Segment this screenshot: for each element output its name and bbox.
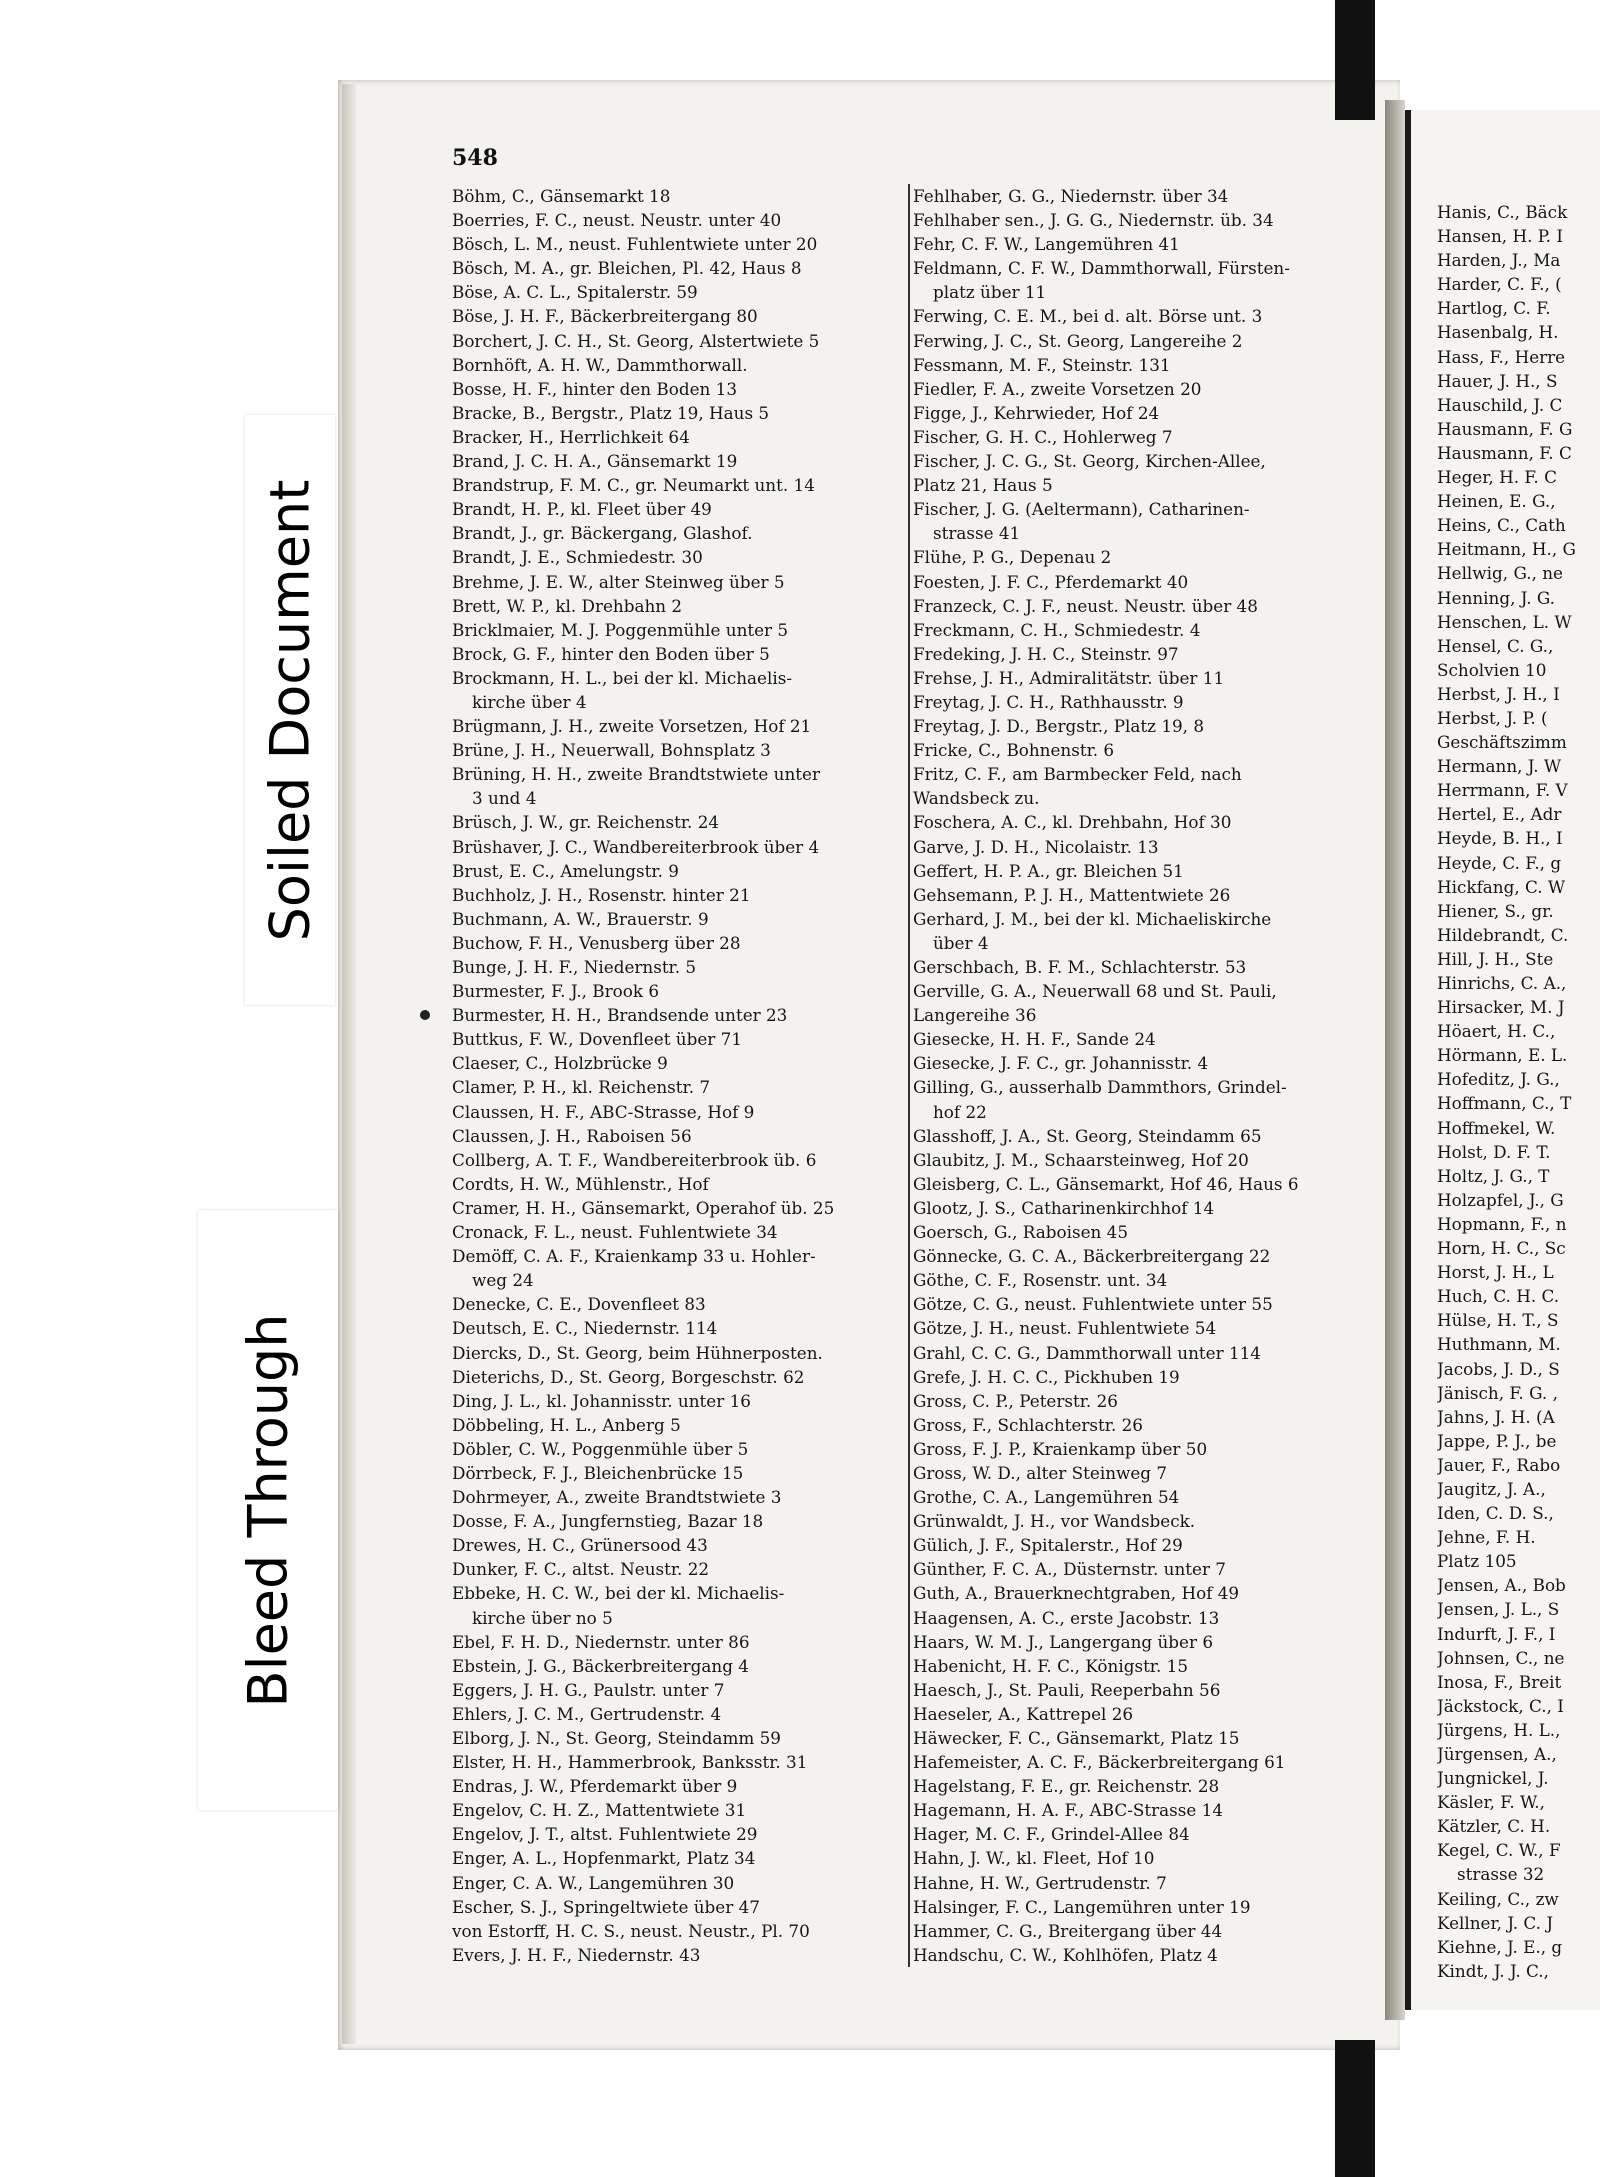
directory-entry: Brand, J. C. H. A., Gänsemarkt 19 bbox=[452, 451, 738, 472]
directory-entry: Dörrbeck, F. J., Bleichenbrücke 15 bbox=[452, 1462, 744, 1483]
directory-entry: Brockmann, H. L., bei der kl. Michaelis- bbox=[452, 667, 792, 688]
directory-entry: Grothe, C. A., Langemühren 54 bbox=[913, 1487, 1180, 1508]
directory-entry: Brandt, J., gr. Bäckergang, Glashof. bbox=[452, 523, 753, 544]
directory-entry: Hahn, J. W., kl. Fleet, Hof 10 bbox=[913, 1848, 1155, 1869]
directory-entry: kirche über 4 bbox=[472, 691, 587, 712]
directory-entry: Hildebrandt, C. bbox=[1437, 924, 1569, 945]
directory-entry: Jungnickel, J. bbox=[1437, 1768, 1549, 1789]
directory-entry: Figge, J., Kehrwieder, Hof 24 bbox=[913, 402, 1160, 423]
directory-entry: Habenicht, H. F. C., Königstr. 15 bbox=[913, 1655, 1189, 1676]
directory-entry: Hammer, C. G., Breitergang über 44 bbox=[913, 1920, 1223, 1941]
directory-entry: Huch, C. H. C. bbox=[1437, 1286, 1560, 1307]
directory-entry: Horst, J. H., L bbox=[1437, 1262, 1554, 1283]
directory-entry: Clamer, P. H., kl. Reichenstr. 7 bbox=[452, 1077, 711, 1098]
directory-entry: Huthmann, M. bbox=[1437, 1334, 1561, 1355]
directory-entry: Käsler, F. W., bbox=[1437, 1792, 1545, 1813]
directory-entry: Brandt, H. P., kl. Fleet über 49 bbox=[452, 499, 712, 520]
directory-entry: Hagelstang, F. E., gr. Reichenstr. 28 bbox=[913, 1776, 1220, 1797]
directory-entry: Heyde, B. H., I bbox=[1437, 828, 1563, 849]
directory-entry: Glootz, J. S., Catharinenkirchhof 14 bbox=[913, 1197, 1215, 1218]
directory-entry: Brügmann, J. H., zweite Vorsetzen, Hof 21 bbox=[452, 716, 812, 737]
directory-entry: Harder, C. F., ( bbox=[1437, 274, 1562, 295]
directory-entry: Scholvien 10 bbox=[1437, 659, 1547, 680]
directory-entry: Claussen, J. H., Raboisen 56 bbox=[452, 1125, 692, 1146]
directory-entry: Frehse, J. H., Admiralitätstr. über 11 bbox=[913, 667, 1225, 688]
directory-entry: Ebbeke, H. C. W., bei der kl. Michaelis- bbox=[452, 1583, 785, 1604]
directory-entry: Gerhard, J. M., bei der kl. Michaeliskirche bbox=[913, 908, 1272, 929]
directory-entry: Hagemann, H. A. F., ABC-Strasse 14 bbox=[913, 1800, 1224, 1821]
directory-entry: Herrmann, F. V bbox=[1437, 780, 1568, 801]
directory-entry: Buchmann, A. W., Brauerstr. 9 bbox=[452, 908, 709, 929]
directory-entry: Brock, G. F., hinter den Boden über 5 bbox=[452, 643, 770, 664]
directory-entry: Platz 21, Haus 5 bbox=[913, 475, 1053, 496]
directory-entry: Hafemeister, A. C. F., Bäckerbreitergang 61 bbox=[913, 1752, 1286, 1773]
directory-entry: hof 22 bbox=[933, 1101, 987, 1122]
directory-entry: Buchholz, J. H., Rosenstr. hinter 21 bbox=[452, 884, 751, 905]
directory-entry: Holzapfel, J., G bbox=[1437, 1189, 1564, 1210]
directory-entry: strasse 32 bbox=[1457, 1864, 1545, 1885]
directory-entry: Götze, J. H., neust. Fuhlentwiete 54 bbox=[913, 1318, 1217, 1339]
directory-entry: Halsinger, F. C., Langemühren unter 19 bbox=[913, 1896, 1251, 1917]
directory-entry: Heyde, C. F., g bbox=[1437, 852, 1562, 873]
directory-entry: Cordts, H. W., Mühlenstr., Hof bbox=[452, 1173, 709, 1194]
directory-entry: Platz 105 bbox=[1437, 1551, 1517, 1572]
directory-entry: kirche über no 5 bbox=[472, 1607, 613, 1628]
scan-border-top bbox=[1335, 0, 1375, 120]
directory-entry: Gross, W. D., alter Steinweg 7 bbox=[913, 1462, 1168, 1483]
directory-entry: Böhm, C., Gänsemarkt 18 bbox=[452, 186, 671, 206]
soiled-document-text: Soiled Document bbox=[258, 479, 322, 941]
directory-entry: Fessmann, M. F., Steinstr. 131 bbox=[913, 354, 1171, 375]
directory-entry: Boerries, F. C., neust. Neustr. unter 40 bbox=[452, 210, 782, 231]
directory-entry: Handschu, C. W., Kohlhöfen, Platz 4 bbox=[913, 1944, 1218, 1965]
directory-entry: Jahns, J. H. (A bbox=[1437, 1406, 1555, 1427]
directory-entry: Brüne, J. H., Neuerwall, Bohnsplatz 3 bbox=[452, 740, 771, 761]
directory-entry: Grefe, J. H. C. C., Pickhuben 19 bbox=[913, 1366, 1180, 1387]
directory-entry: Hiener, S., gr. bbox=[1437, 900, 1554, 921]
directory-entry: Kätzler, C. H. bbox=[1437, 1816, 1551, 1837]
directory-entry: Hartlog, C. F. bbox=[1437, 298, 1551, 319]
directory-entry: Gerschbach, B. F. M., Schlachterstr. 53 bbox=[913, 957, 1247, 977]
directory-entry: Fehlhaber, G. G., Niedernstr. über 34 bbox=[913, 186, 1229, 206]
directory-entry: strasse 41 bbox=[933, 523, 1021, 544]
directory-entry: Endras, J. W., Pferdemarkt über 9 bbox=[452, 1776, 738, 1797]
book-gutter bbox=[1385, 100, 1405, 2020]
directory-entry: Drewes, H. C., Grünersood 43 bbox=[452, 1535, 708, 1556]
directory-entry: Hirsacker, M. J bbox=[1437, 997, 1565, 1018]
directory-entry: Gleisberg, C. L., Gänsemarkt, Hof 46, Haus 6 bbox=[913, 1173, 1299, 1194]
directory-entry: Geschäftszimm bbox=[1437, 732, 1567, 753]
directory-entry: Göthe, C. F., Rosenstr. unt. 34 bbox=[913, 1270, 1168, 1291]
directory-entry: Dieterichs, D., St. Georg, Borgeschstr. 62 bbox=[452, 1366, 805, 1387]
directory-entry: Fehlhaber sen., J. G. G., Niedernstr. üb. 34 bbox=[913, 210, 1274, 231]
page-number: 548 bbox=[452, 145, 498, 171]
directory-entry: Fredeking, J. H. C., Steinstr. 97 bbox=[913, 643, 1179, 664]
directory-entry: Claeser, C., Holzbrücke 9 bbox=[452, 1053, 668, 1074]
directory-entry: Brehme, J. E. W., alter Steinweg über 5 bbox=[452, 571, 785, 592]
directory-entry: Horn, H. C., Sc bbox=[1437, 1238, 1566, 1259]
ink-smudge bbox=[420, 1010, 430, 1020]
directory-entry: Brandstrup, F. M. C., gr. Neumarkt unt. 14 bbox=[452, 475, 815, 496]
directory-entry: Bracke, B., Bergstr., Platz 19, Haus 5 bbox=[452, 402, 770, 423]
directory-entry: Elster, H. H., Hammerbrook, Banksstr. 31 bbox=[452, 1752, 808, 1773]
directory-entry: Denecke, C. E., Dovenfleet 83 bbox=[452, 1294, 706, 1315]
directory-entry: Heins, C., Cath bbox=[1437, 515, 1566, 536]
directory-entry: Elborg, J. N., St. Georg, Steindamm 59 bbox=[452, 1728, 781, 1748]
directory-entry: Giesecke, J. F. C., gr. Johannisstr. 4 bbox=[913, 1053, 1209, 1074]
directory-entry: Hensel, C. G., bbox=[1437, 635, 1554, 656]
directory-entry: Buchow, F. H., Venusberg über 28 bbox=[452, 932, 741, 953]
directory-entry: Holtz, J. G., T bbox=[1437, 1165, 1550, 1186]
directory-entry: Jaugitz, J. A., bbox=[1437, 1478, 1546, 1499]
directory-entry: Ebstein, J. G., Bäckerbreitergang 4 bbox=[452, 1655, 749, 1676]
directory-entry: Fischer, G. H. C., Hohlerweg 7 bbox=[913, 426, 1173, 447]
directory-entry: Garve, J. D. H., Nicolaistr. 13 bbox=[913, 836, 1159, 857]
page-edge-shadow bbox=[342, 84, 356, 2044]
directory-entry: Cronack, F. L., neust. Fuhlentwiete 34 bbox=[452, 1222, 778, 1243]
directory-entry: Bricklmaier, M. J. Poggenmühle unter 5 bbox=[452, 619, 789, 640]
directory-entry: Bornhöft, A. H. W., Dammthorwall. bbox=[452, 354, 748, 375]
directory-entry: Häwecker, F. C., Gänsemarkt, Platz 15 bbox=[913, 1728, 1240, 1748]
directory-entry: Wandsbeck zu. bbox=[913, 788, 1040, 809]
directory-column-3 bbox=[1437, 200, 1600, 1983]
directory-entry: Hauschild, J. C bbox=[1437, 394, 1563, 415]
directory-entry: Böse, J. H. F., Bäckerbreitergang 80 bbox=[452, 306, 758, 327]
directory-entry: Foesten, J. F. C., Pferdemarkt 40 bbox=[913, 571, 1189, 592]
directory-entry: Heitmann, H., G bbox=[1437, 539, 1576, 560]
directory-entry: Haeseler, A., Kattrepel 26 bbox=[913, 1703, 1134, 1724]
directory-entry: Gross, F., Schlachterstr. 26 bbox=[913, 1414, 1143, 1435]
directory-entry: Jürgens, H. L., bbox=[1437, 1719, 1561, 1740]
directory-entry: Hahne, H. W., Gertrudenstr. 7 bbox=[913, 1872, 1167, 1893]
directory-entry: Jensen, A., Bob bbox=[1437, 1575, 1566, 1596]
scan-border-bottom bbox=[1335, 2040, 1375, 2177]
directory-entry: Hermann, J. W bbox=[1437, 756, 1562, 777]
directory-entry: Haesch, J., St. Pauli, Reeperbahn 56 bbox=[913, 1679, 1221, 1700]
directory-entry: Guth, A., Brauerknechtgraben, Hof 49 bbox=[913, 1583, 1240, 1604]
directory-entry: Hellwig, G., ne bbox=[1437, 563, 1563, 584]
directory-entry: Kiehne, J. E., g bbox=[1437, 1936, 1563, 1957]
directory-entry: Haars, W. M. J., Langergang über 6 bbox=[913, 1631, 1214, 1652]
directory-entry: Böse, A. C. L., Spitalerstr. 59 bbox=[452, 282, 698, 303]
directory-entry: Ding, J. L., kl. Johannisstr. unter 16 bbox=[452, 1390, 751, 1411]
directory-entry: Bösch, M. A., gr. Bleichen, Pl. 42, Haus 8 bbox=[452, 258, 802, 279]
directory-entry: Gilling, G., ausserhalb Dammthors, Grindel- bbox=[913, 1077, 1287, 1098]
directory-entry: Gehsemann, P. J. H., Mattentwiete 26 bbox=[913, 884, 1231, 905]
directory-entry: Heger, H. F. C bbox=[1437, 467, 1557, 488]
directory-entry: Fiedler, F. A., zweite Vorsetzen 20 bbox=[913, 378, 1202, 399]
directory-entry: Hinrichs, C. A., bbox=[1437, 973, 1567, 993]
directory-entry: Brett, W. P., kl. Drehbahn 2 bbox=[452, 595, 683, 616]
soiled-document-label bbox=[245, 415, 335, 1005]
directory-entry: Hertel, E., Adr bbox=[1437, 804, 1562, 825]
directory-entry: Brust, E. C., Amelungstr. 9 bbox=[452, 860, 679, 881]
directory-entry: Bunge, J. H. F., Niedernstr. 5 bbox=[452, 957, 697, 977]
directory-entry: Freckmann, C. H., Schmiedestr. 4 bbox=[913, 619, 1201, 640]
directory-entry: über 4 bbox=[933, 932, 989, 953]
directory-entry: Burmester, F. J., Brook 6 bbox=[452, 981, 660, 1002]
directory-entry: Gülich, J. F., Spitalerstr., Hof 29 bbox=[913, 1535, 1183, 1556]
directory-entry: Hausmann, F. C bbox=[1437, 442, 1572, 463]
directory-entry: Hickfang, C. W bbox=[1437, 876, 1566, 897]
directory-entry: Freytag, J. C. H., Rathhausstr. 9 bbox=[913, 691, 1184, 712]
directory-entry: Ferwing, J. C., St. Georg, Langereihe 2 bbox=[913, 330, 1243, 351]
directory-entry: Hager, M. C. F., Grindel-Allee 84 bbox=[913, 1824, 1190, 1845]
directory-entry: Hasenbalg, H. bbox=[1437, 322, 1559, 343]
directory-entry: Jacobs, J. D., S bbox=[1437, 1358, 1560, 1379]
directory-entry: Jappe, P. J., be bbox=[1437, 1430, 1557, 1451]
directory-entry: Hoffmann, C., T bbox=[1437, 1093, 1572, 1114]
directory-entry: Dosse, F. A., Jungfernstieg, Bazar 18 bbox=[452, 1511, 764, 1532]
directory-entry: Langereihe 36 bbox=[913, 1005, 1037, 1026]
directory-entry: Döbler, C. W., Poggenmühle über 5 bbox=[452, 1438, 749, 1459]
directory-entry: Demöff, C. A. F., Kraienkamp 33 u. Hohler- bbox=[452, 1246, 816, 1267]
directory-entry: Bosse, H. F., hinter den Boden 13 bbox=[452, 378, 738, 399]
directory-entry: Collberg, A. T. F., Wandbereiterbrook üb. 6 bbox=[452, 1149, 817, 1170]
directory-entry: Hauer, J. H., S bbox=[1437, 370, 1558, 391]
directory-entry: Henning, J. G. bbox=[1437, 587, 1556, 608]
directory-entry: Buttkus, F. W., Dovenfleet über 71 bbox=[452, 1029, 742, 1050]
directory-entry: Brüning, H. H., zweite Brandtstwiete unter bbox=[452, 764, 820, 785]
directory-entry: Döbbeling, H. L., Anberg 5 bbox=[452, 1414, 681, 1435]
directory-entry: Glaubitz, J. M., Schaarsteinweg, Hof 20 bbox=[913, 1149, 1249, 1170]
directory-entry: Keiling, C., zw bbox=[1437, 1888, 1559, 1909]
directory-entry: von Estorff, H. C. S., neust. Neustr., Pl. 70 bbox=[452, 1920, 810, 1941]
directory-entry: Kindt, J. J. C., bbox=[1437, 1960, 1549, 1981]
directory-entry: Hass, F., Herre bbox=[1437, 346, 1566, 367]
directory-entry: Burmester, H. H., Brandsende unter 23 bbox=[452, 1005, 788, 1026]
directory-entry: weg 24 bbox=[472, 1270, 534, 1291]
directory-entry: Jänisch, F. G. , bbox=[1437, 1382, 1558, 1403]
directory-entry: Jensen, J. L., S bbox=[1437, 1599, 1560, 1620]
directory-entry: Hill, J. H., Ste bbox=[1437, 948, 1554, 969]
directory-entry: Feldmann, C. F. W., Dammthorwall, Fürsten- bbox=[913, 258, 1290, 279]
directory-entry: Dunker, F. C., altst. Neustr. 22 bbox=[452, 1559, 710, 1580]
directory-entry: Gönnecke, G. C. A., Bäckerbreitergang 22 bbox=[913, 1246, 1271, 1267]
directory-entry: Bösch, L. M., neust. Fuhlentwiete unter 20 bbox=[452, 234, 818, 255]
directory-entry: Engelov, C. H. Z., Mattentwiete 31 bbox=[452, 1800, 747, 1821]
directory-entry: Franzeck, C. J. F., neust. Neustr. über 48 bbox=[913, 595, 1258, 616]
directory-entry: Brandt, J. E., Schmiedestr. 30 bbox=[452, 547, 703, 568]
directory-entry: Holst, D. F. T. bbox=[1437, 1141, 1551, 1162]
directory-entry: Evers, J. H. F., Niedernstr. 43 bbox=[452, 1944, 701, 1965]
directory-entry: Heinen, E. G., bbox=[1437, 491, 1556, 512]
directory-entry: Jäckstock, C., I bbox=[1437, 1695, 1564, 1716]
directory-column-1 bbox=[452, 184, 907, 1967]
directory-column-2 bbox=[908, 184, 1383, 1967]
directory-entry: Hörmann, E. L. bbox=[1437, 1045, 1568, 1066]
directory-entry: Bracker, H., Herrlichkeit 64 bbox=[452, 426, 690, 447]
directory-entry: Glasshoff, J. A., St. Georg, Steindamm 65 bbox=[913, 1125, 1262, 1146]
directory-entry: Ebel, F. H. D., Niedernstr. unter 86 bbox=[452, 1631, 750, 1652]
directory-entry: Brüshaver, J. C., Wandbereiterbrook über 4 bbox=[452, 836, 820, 857]
directory-entry: Fischer, J. C. G., St. Georg, Kirchen-Allee, bbox=[913, 451, 1266, 472]
directory-entry: Hausmann, F. G bbox=[1437, 418, 1573, 439]
directory-entry: Goersch, G., Raboisen 45 bbox=[913, 1222, 1129, 1243]
directory-entry: Hanis, C., Bäck bbox=[1437, 202, 1568, 222]
directory-entry: Herbst, J. H., I bbox=[1437, 683, 1560, 704]
directory-entry: Foschera, A. C., kl. Drehbahn, Hof 30 bbox=[913, 812, 1232, 833]
directory-entry: Cramer, H. H., Gänsemarkt, Operahof üb. 25 bbox=[452, 1197, 835, 1218]
directory-entry: Herbst, J. P. ( bbox=[1437, 707, 1548, 728]
directory-entry: Inosa, F., Breit bbox=[1437, 1671, 1562, 1692]
directory-entry: Claussen, H. F., ABC-Strasse, Hof 9 bbox=[452, 1101, 755, 1122]
directory-entry: Günther, F. C. A., Düsternstr. unter 7 bbox=[913, 1559, 1226, 1580]
bleed-through-text: Bleed Through bbox=[236, 1313, 300, 1707]
directory-entry: Fehr, C. F. W., Langemühren 41 bbox=[913, 234, 1180, 255]
directory-entry: Enger, C. A. W., Langemühren 30 bbox=[452, 1872, 735, 1893]
directory-entry: Harden, J., Ma bbox=[1437, 250, 1561, 271]
directory-entry: Hülse, H. T., S bbox=[1437, 1310, 1559, 1331]
directory-entry: platz über 11 bbox=[933, 282, 1047, 303]
directory-entry: Eggers, J. H. G., Paulstr. unter 7 bbox=[452, 1679, 725, 1700]
directory-entry: Jehne, F. H. bbox=[1437, 1527, 1536, 1548]
bleed-through-label bbox=[198, 1210, 338, 1810]
directory-entry: Hansen, H. P. I bbox=[1437, 226, 1563, 247]
directory-entry: Escher, S. J., Springeltwiete über 47 bbox=[452, 1896, 760, 1917]
directory-entry: Kegel, C. W., F bbox=[1437, 1840, 1561, 1861]
directory-entry: Ehlers, J. C. M., Gertrudenstr. 4 bbox=[452, 1703, 722, 1724]
directory-entry: Grahl, C. C. G., Dammthorwall unter 114 bbox=[913, 1342, 1261, 1363]
directory-entry: Götze, C. G., neust. Fuhlentwiete unter 55 bbox=[913, 1294, 1273, 1315]
directory-entry: Jürgensen, A., bbox=[1437, 1744, 1557, 1764]
directory-entry: Engelov, J. T., altst. Fuhlentwiete 29 bbox=[452, 1824, 758, 1845]
directory-entry: 3 und 4 bbox=[472, 788, 537, 809]
directory-entry: Henschen, L. W bbox=[1437, 611, 1572, 632]
directory-entry: Fritz, C. F., am Barmbecker Feld, nach bbox=[913, 764, 1242, 785]
directory-entry: Iden, C. D. S., bbox=[1437, 1503, 1554, 1524]
directory-entry: Hoffmekel, W. bbox=[1437, 1117, 1556, 1138]
directory-entry: Gross, C. P., Peterstr. 26 bbox=[913, 1390, 1118, 1411]
directory-entry: Borchert, J. C. H., St. Georg, Alstertwiete 5 bbox=[452, 330, 820, 351]
directory-entry: Hofeditz, J. G., bbox=[1437, 1069, 1560, 1090]
directory-entry: Dohrmeyer, A., zweite Brandtstwiete 3 bbox=[452, 1487, 782, 1508]
directory-entry: Deutsch, E. C., Niedernstr. 114 bbox=[452, 1318, 718, 1339]
directory-entry: Fischer, J. G. (Aeltermann), Catharinen- bbox=[913, 499, 1250, 520]
directory-entry: Johnsen, C., ne bbox=[1437, 1647, 1565, 1668]
directory-entry: Fricke, C., Bohnenstr. 6 bbox=[913, 740, 1115, 761]
directory-entry: Giesecke, H. H. F., Sande 24 bbox=[913, 1029, 1156, 1050]
directory-entry: Grünwaldt, J. H., vor Wandsbeck. bbox=[913, 1511, 1196, 1532]
directory-entry: Diercks, D., St. Georg, beim Hühnerposten. bbox=[452, 1342, 823, 1363]
directory-entry: Höaert, H. C., bbox=[1437, 1021, 1556, 1042]
directory-entry: Kellner, J. C. J bbox=[1437, 1912, 1554, 1933]
directory-entry: Brüsch, J. W., gr. Reichenstr. 24 bbox=[452, 812, 720, 833]
directory-entry: Haagensen, A. C., erste Jacobstr. 13 bbox=[913, 1607, 1220, 1628]
directory-entry: Hopmann, F., n bbox=[1437, 1213, 1567, 1234]
directory-entry: Flühe, P. G., Depenau 2 bbox=[913, 547, 1112, 568]
directory-entry: Gerville, G. A., Neuerwall 68 und St. Pauli, bbox=[913, 981, 1277, 1002]
directory-entry: Freytag, J. D., Bergstr., Platz 19, 8 bbox=[913, 716, 1205, 737]
directory-entry: Ferwing, C. E. M., bei d. alt. Börse unt. 3 bbox=[913, 306, 1263, 327]
directory-entry: Jauer, F., Rabo bbox=[1437, 1454, 1561, 1475]
directory-entry: Indurft, J. F., I bbox=[1437, 1623, 1556, 1644]
directory-entry: Enger, A. L., Hopfenmarkt, Platz 34 bbox=[452, 1848, 756, 1869]
directory-entry: Geffert, H. P. A., gr. Bleichen 51 bbox=[913, 860, 1184, 881]
directory-entry: Gross, F. J. P., Kraienkamp über 50 bbox=[913, 1438, 1208, 1459]
